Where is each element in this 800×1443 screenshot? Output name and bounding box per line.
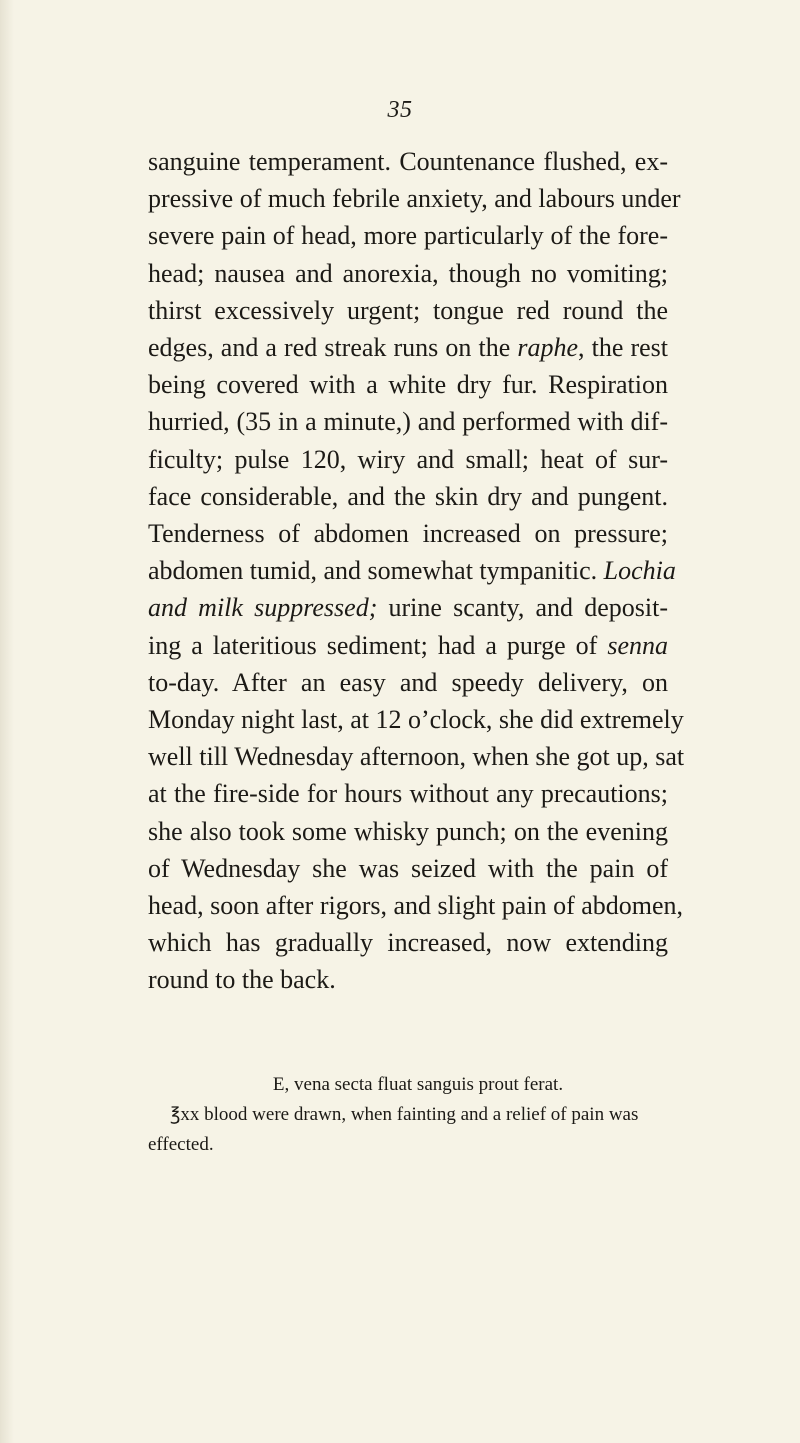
text-line: head; nausea and anorexia, though no vomiting; [148, 258, 668, 288]
text-line: which has gradually increased, now extending [148, 928, 668, 958]
page-edge-shadow [0, 0, 14, 1443]
italic-term: and milk suppressed; [148, 593, 378, 623]
italic-term: Lochia [603, 556, 676, 586]
italic-term: senna [607, 630, 668, 660]
text-line: hurried, (35 in a minute,) and performed with dif- [148, 407, 668, 437]
page-number: 35 [387, 97, 413, 123]
text-line: she also took some whisky punch; on the evening [148, 816, 668, 846]
text-line: at the fire-side for hours without any precautions; [148, 779, 668, 809]
text-line: well till Wednesday afternoon, when she got up, sat [148, 742, 685, 772]
text-line [148, 329, 668, 366]
text-line [148, 627, 668, 664]
text-segment: , the rest [578, 333, 668, 363]
text-line: Tenderness of abdomen increased on pressure; [148, 519, 668, 549]
text-line: face considerable, and the skin dry and pungent. [148, 481, 668, 511]
italic-term: raphe [517, 333, 578, 363]
text-line: of Wednesday she was seized with the pain of [148, 853, 668, 883]
text-line: to-day. After an easy and speedy delivery, on [148, 667, 668, 697]
text-line: round to the back. [148, 965, 336, 995]
text-segment: abdomen tumid, and somewhat tympanitic. [148, 556, 604, 586]
text-line [148, 589, 668, 626]
text-line [148, 552, 676, 589]
text-segment: ing a lateritious sediment; had a purge of [148, 630, 608, 660]
text-line: Monday night last, at 12 o’clock, she did extremely [148, 705, 684, 735]
text-line: severe pain of head, more particularly of the fore- [148, 221, 668, 251]
text-line: pressive of much febrile anxiety, and labours under [148, 184, 681, 214]
body-paragraph [148, 143, 685, 999]
ounce-symbol: ℥ [170, 1104, 181, 1125]
prescription-block [148, 1070, 668, 1160]
prescription-note [148, 1100, 668, 1130]
text-line: ficulty; pulse 120, wiry and small; heat of sur- [148, 444, 668, 474]
prescription-line: E, vena secta fluat sanguis prout ferat. [272, 1074, 564, 1095]
text-line: sanguine temperament. Countenance flushed, ex- [148, 147, 668, 176]
prescription-note-text: xx blood were drawn, when fainting and a relief of pain was [180, 1104, 639, 1125]
text-segment: urine scanty, and deposit- [377, 593, 668, 623]
text-line: thirst excessively urgent; tongue red round the [148, 295, 668, 325]
text-line: being covered with a white dry fur. Respiration [148, 370, 668, 400]
text-segment: edges, and a red streak runs on the [148, 333, 518, 363]
text-line: head, soon after rigors, and slight pain of abdomen, [148, 891, 684, 921]
prescription-note-end: effected. [148, 1134, 214, 1155]
